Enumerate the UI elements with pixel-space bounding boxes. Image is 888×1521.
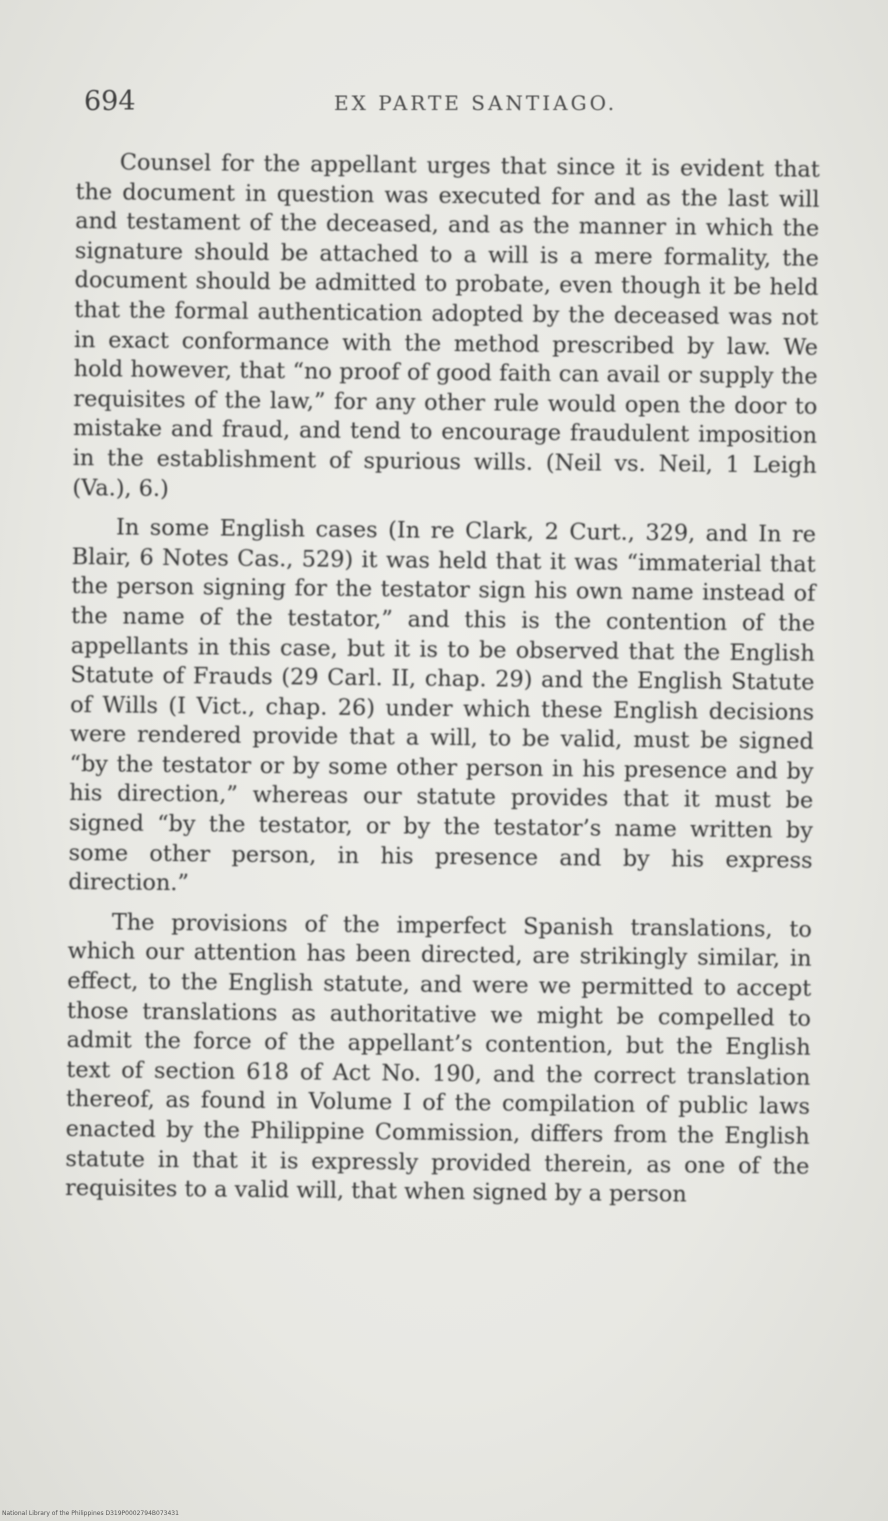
body-text — [65, 148, 820, 1222]
paragraph-3: The provisions of the imperfect Spanish translations, to which our attention has been directed, are strikingly similar, in effect, to the English statute, and were we permitted to accept those translations as authoritative we might be compelled to admit the force of the appellant’s contention, but the English text of section 618 of Act No. 190, and the correct translation thereof, as found in Volume I of the compilation of public laws enacted by the Philippine Commission, differs from the English statute in that it is expressly provided therein, as one of the requisites to a valid will, that when signed by a person — [64, 909, 812, 1208]
page-header — [84, 86, 836, 126]
source-label: National Library of the Philippines D319P0002794B073431 — [2, 1510, 179, 1517]
paragraph-2: In some English cases (In re Clark, 2 Curt., 329, and In re Blair, 6 Notes Cas., 529) it was held that it was “immaterial that the person signing for the testator sign his own name instead of the name of the testator,” and this is the contention of the appellants in this case, but it is to be observed that the English Statute of Frauds (29 Carl. II, chap. 29) and the English Statute of Wills (I Vict., chap. 26) under which these English decisions were rendered provide that a will, to be valid, must be signed “by the testator or by some other person in his presence and by his direction,” whereas our statute provides that it must be signed “by the testator, or by the testator’s name written by some other person, in his presence and by his express direction.” — [68, 514, 817, 897]
page-number: 694 — [84, 86, 136, 117]
paragraph-1: Counsel for the appellant urges that since it is evident that the document in question was executed for and as the last will and testament of the deceased, and as the manner in which the signature should be attached to a will is a mere formality, the document should be admitted to probate, even though it be held that the formal authentication adopted by the deceased was not in exact conformance with the method prescribed by law. We hold however, that “no proof of good faith can avail or supply the requisites of the law,” for any other rule would open the door to mistake and fraud, and tend to encourage fraudulent imposition in the establishment of spurious wills. (Neil vs. Neil, 1 Leigh (Va.), 6.) — [72, 149, 820, 502]
running-head: EX PARTE SANTIAGO. — [334, 91, 618, 115]
